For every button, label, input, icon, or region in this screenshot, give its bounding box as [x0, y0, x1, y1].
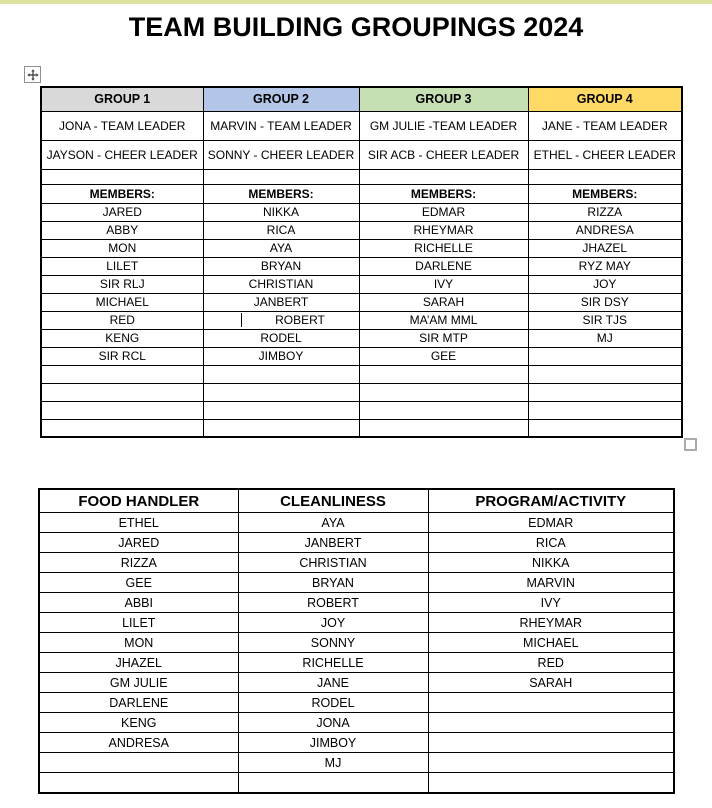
duty-cell: MARVIN	[428, 573, 674, 593]
members-label-cell: MEMBERS:	[359, 184, 528, 203]
member-cell	[203, 365, 359, 383]
team-leader-cell: JONA - TEAM LEADER	[41, 111, 203, 140]
member-row	[41, 311, 682, 329]
duty-cell: GM JULIE	[39, 673, 238, 693]
duty-cell	[428, 773, 674, 794]
duty-cell: JARED	[39, 533, 238, 553]
member-cell	[359, 401, 528, 419]
duty-row	[39, 533, 674, 553]
member-cell: SIR RLJ	[41, 275, 203, 293]
duty-cell: ANDRESA	[39, 733, 238, 753]
duty-cell: SARAH	[428, 673, 674, 693]
member-cell-text: ROBERT	[275, 313, 325, 327]
member-cell	[359, 365, 528, 383]
member-row	[41, 347, 682, 365]
team-leader-row	[41, 111, 682, 140]
member-cell	[528, 365, 682, 383]
move-icon	[27, 69, 39, 81]
member-cell: JHAZEL	[528, 239, 682, 257]
team-leader-cell: GM JULIE -TEAM LEADER	[359, 111, 528, 140]
duty-cell: RICHELLE	[238, 653, 428, 673]
member-cell: RYZ MAY	[528, 257, 682, 275]
member-cell: RICHELLE	[359, 239, 528, 257]
cheer-leader-cell: SONNY - CHEER LEADER	[203, 140, 359, 169]
member-cell	[528, 383, 682, 401]
member-cell: NIKKA	[203, 203, 359, 221]
program-activity-header: PROGRAM/ACTIVITY	[428, 489, 674, 513]
duty-cell	[428, 693, 674, 713]
groupings-table	[40, 86, 683, 438]
split-empty-subcell	[204, 313, 242, 327]
member-cell: AYA	[203, 239, 359, 257]
cheer-leader-row	[41, 140, 682, 169]
member-cell: DARLENE	[359, 257, 528, 275]
member-cell: ABBY	[41, 221, 203, 239]
table-move-handle[interactable]	[24, 66, 41, 83]
duty-row	[39, 713, 674, 733]
team-leader-cell: MARVIN - TEAM LEADER	[203, 111, 359, 140]
team-leader-cell: JANE - TEAM LEADER	[528, 111, 682, 140]
duty-cell: RODEL	[238, 693, 428, 713]
duties-rows	[39, 513, 674, 794]
member-cell	[359, 419, 528, 437]
cheer-leader-cell: JAYSON - CHEER LEADER	[41, 140, 203, 169]
duty-cell: JANE	[238, 673, 428, 693]
member-row	[41, 203, 682, 221]
member-row	[41, 401, 682, 419]
duty-row	[39, 593, 674, 613]
member-row	[41, 221, 682, 239]
member-row	[41, 383, 682, 401]
member-cell: MA’AM MML	[359, 311, 528, 329]
duty-cell: JOY	[238, 613, 428, 633]
duty-cell: IVY	[428, 593, 674, 613]
duty-cell	[428, 753, 674, 773]
duty-row	[39, 633, 674, 653]
duty-cell: JONA	[238, 713, 428, 733]
group-header-row	[41, 87, 682, 111]
member-cell: SIR MTP	[359, 329, 528, 347]
member-row	[41, 239, 682, 257]
duty-cell: RICA	[428, 533, 674, 553]
member-cell: MJ	[528, 329, 682, 347]
duty-row	[39, 553, 674, 573]
duty-cell: ABBI	[39, 593, 238, 613]
member-row	[41, 365, 682, 383]
duty-cell: BRYAN	[238, 573, 428, 593]
blank-cell	[203, 169, 359, 184]
duty-cell: RHEYMAR	[428, 613, 674, 633]
member-cell	[41, 401, 203, 419]
member-cell: RED	[41, 311, 203, 329]
duty-cell: AYA	[238, 513, 428, 533]
member-cell	[203, 419, 359, 437]
table-resize-handle[interactable]	[684, 438, 697, 451]
member-cell: IVY	[359, 275, 528, 293]
group1-header: GROUP 1	[41, 87, 203, 111]
member-cell: EDMAR	[359, 203, 528, 221]
duty-cell: LILET	[39, 613, 238, 633]
members-label-row	[41, 184, 682, 203]
duty-cell: SONNY	[238, 633, 428, 653]
member-cell: RHEYMAR	[359, 221, 528, 239]
groupings-table-head-rows	[41, 87, 682, 203]
duty-cell: CHRISTIAN	[238, 553, 428, 573]
duty-row	[39, 753, 674, 773]
duty-cell: JIMBOY	[238, 733, 428, 753]
member-cell: GEE	[359, 347, 528, 365]
member-cell: SARAH	[359, 293, 528, 311]
member-cell: MON	[41, 239, 203, 257]
member-cell: CHRISTIAN	[203, 275, 359, 293]
duty-cell: RED	[428, 653, 674, 673]
page-title: TEAM BUILDING GROUPINGS 2024	[128, 12, 584, 42]
member-cell: KENG	[41, 329, 203, 347]
duty-cell: EDMAR	[428, 513, 674, 533]
member-cell: BRYAN	[203, 257, 359, 275]
member-cell	[41, 365, 203, 383]
duty-row	[39, 613, 674, 633]
member-cell: JIMBOY	[203, 347, 359, 365]
duty-row	[39, 573, 674, 593]
member-cell: MICHAEL	[41, 293, 203, 311]
member-cell: RICA	[203, 221, 359, 239]
duty-row	[39, 773, 674, 794]
duty-cell: MJ	[238, 753, 428, 773]
duty-cell: ROBERT	[238, 593, 428, 613]
member-cell	[41, 419, 203, 437]
member-cell: JOY	[528, 275, 682, 293]
duty-cell: DARLENE	[39, 693, 238, 713]
member-cell	[41, 383, 203, 401]
duty-row	[39, 653, 674, 673]
cleanliness-header: CLEANLINESS	[238, 489, 428, 513]
duty-cell: MON	[39, 633, 238, 653]
duty-cell: MICHAEL	[428, 633, 674, 653]
member-row	[41, 329, 682, 347]
duty-cell	[428, 733, 674, 753]
member-cell: RODEL	[203, 329, 359, 347]
member-row	[41, 293, 682, 311]
duty-row	[39, 513, 674, 533]
member-cell: SIR RCL	[41, 347, 203, 365]
blank-cell	[528, 169, 682, 184]
duties-header-row	[39, 489, 674, 513]
member-cell	[528, 401, 682, 419]
member-cell: LILET	[41, 257, 203, 275]
duty-cell: NIKKA	[428, 553, 674, 573]
member-row	[41, 257, 682, 275]
duty-cell	[238, 773, 428, 794]
member-cell: RIZZA	[528, 203, 682, 221]
duty-cell	[39, 773, 238, 794]
member-cell: SIR TJS	[528, 311, 682, 329]
member-cell	[203, 311, 359, 329]
group2-header: GROUP 2	[203, 87, 359, 111]
duty-cell: GEE	[39, 573, 238, 593]
duty-cell: KENG	[39, 713, 238, 733]
blank-cell	[359, 169, 528, 184]
blank-cell	[41, 169, 203, 184]
cheer-leader-cell: SIR ACB - CHEER LEADER	[359, 140, 528, 169]
member-cell	[359, 383, 528, 401]
member-cell: ANDRESA	[528, 221, 682, 239]
member-rows	[41, 203, 682, 437]
blank-row	[41, 169, 682, 184]
top-strip	[0, 0, 712, 4]
cheer-leader-cell: ETHEL - CHEER LEADER	[528, 140, 682, 169]
member-cell	[203, 401, 359, 419]
member-cell: JANBERT	[203, 293, 359, 311]
duty-cell: JANBERT	[238, 533, 428, 553]
duty-cell: ETHEL	[39, 513, 238, 533]
members-label-cell: MEMBERS:	[528, 184, 682, 203]
duty-cell: RIZZA	[39, 553, 238, 573]
duty-cell: JHAZEL	[39, 653, 238, 673]
group3-header: GROUP 3	[359, 87, 528, 111]
member-cell	[528, 347, 682, 365]
duty-row	[39, 733, 674, 753]
duty-cell	[428, 713, 674, 733]
food-handler-header: FOOD HANDLER	[39, 489, 238, 513]
duty-cell	[39, 753, 238, 773]
duties-table-head-rows	[39, 489, 674, 513]
member-row	[41, 275, 682, 293]
member-row	[41, 419, 682, 437]
member-cell: JARED	[41, 203, 203, 221]
member-cell: SIR DSY	[528, 293, 682, 311]
members-label-cell: MEMBERS:	[203, 184, 359, 203]
duty-row	[39, 693, 674, 713]
duty-row	[39, 673, 674, 693]
group4-header: GROUP 4	[528, 87, 682, 111]
duties-table	[38, 488, 675, 794]
members-label-cell: MEMBERS:	[41, 184, 203, 203]
member-cell	[203, 383, 359, 401]
member-cell	[528, 419, 682, 437]
